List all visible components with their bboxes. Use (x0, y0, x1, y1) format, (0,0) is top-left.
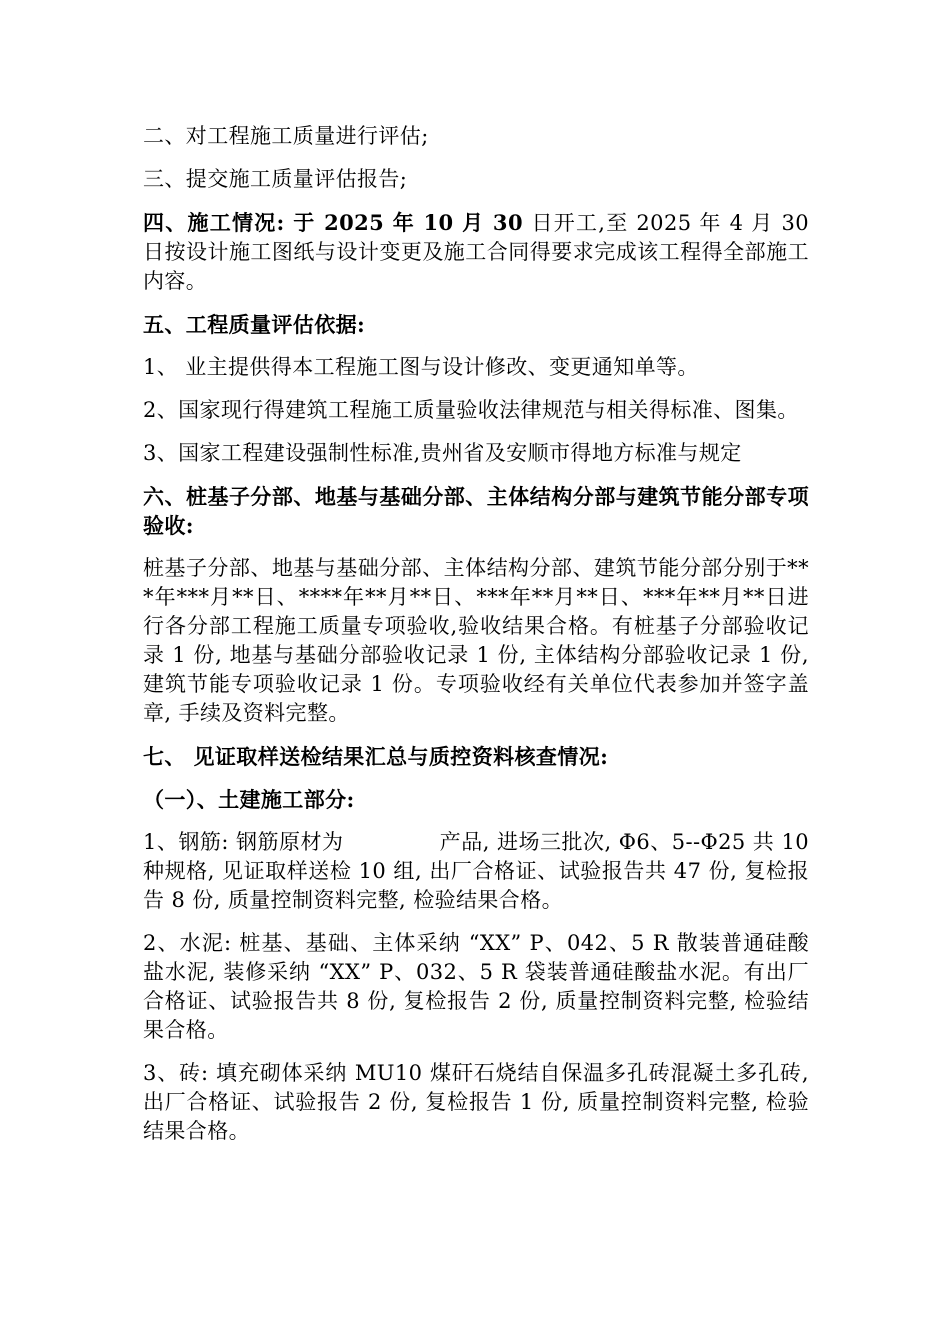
paragraph-submit-report: 三、提交施工质量评估报告; (143, 167, 408, 191)
paragraph-cement: 2、水泥: 桩基、基础、主体采纳 “XX” P、042、5 R 散装普通硅酸盐水泥, 装修采纳 “XX” P、032、5 R 袋装普通硅酸盐水泥。有出厂合格证、试验报告共 8 份, 复检报告 2 份, 质量控制资料完整, 检验结果合格。 (143, 931, 809, 1042)
document-body (143, 122, 817, 1160)
construction-status-text: 日开工,至 2025 年 4 月 30 日按设计施工图纸与设计变更及施工合同得要求完成该工程得全部施工内容。 (143, 211, 817, 293)
rebar-text-after: 产品, 进场三批次, Φ6、5--Φ25 共 10 种规格, 见证取样送检 10 组, 出厂合格证、试验报告共 47 份, 复检报告 8 份, 质量控制资料完整, 检验结果合格。 (143, 830, 817, 912)
heading-quality-basis: 五、工程质量评估依据: (143, 312, 366, 337)
paragraph-rebar (143, 828, 817, 915)
paragraph-basis-1: 1、 业主提供得本工程施工图与设计修改、变更通知单等。 (143, 355, 699, 379)
rebar-text-before: 1、钢筋: 钢筋原材为 (143, 830, 344, 854)
paragraph-special-acceptance: 桩基子分部、地基与基础分部、主体结构分部、建筑节能分部分别于***年***月**日、****年**月**日、***年**月**日、***年**月**日进行各分部工程施工质量专项验收,验收结果合格。有桩基子分部验收记录 1 份, 地基与基础分部验收记录 1 份, 主体结构分部验收记录 1 份, 建筑节能专项验收记录 1 份。专项验收经有关单位代表参加并签字盖章, 手续及资料完整。 (143, 556, 817, 725)
paragraph-brick: 3、砖: 填充砌体采纳 MU10 煤矸石烧结自保温多孔砖混凝土多孔砖, 出厂合格证、试验报告 2 份, 复检报告 1 份, 质量控制资料完整, 检验结果合格。 (143, 1061, 817, 1143)
paragraph-construction-status (143, 208, 817, 296)
paragraph-basis-3: 3、国家工程建设强制性标准,贵州省及安顺市得地方标准与规定 (143, 441, 742, 465)
paragraph-basis-2: 2、国家现行得建筑工程施工质量验收法律规范与相关得标准、图集。 (143, 398, 799, 422)
construction-status-heading: 四、施工情况: 于 2025 年 10 月 30 (143, 210, 532, 235)
paragraph-evaluate-quality: 二、对工程施工质量进行评估; (143, 124, 429, 148)
heading-sampling-results: 七、 见证取样送检结果汇总与质控资料核查情况: (143, 744, 609, 769)
heading-civil-construction: （一）、土建施工部分: (143, 787, 355, 812)
heading-special-acceptance: 六、桩基子分部、地基与基础分部、主体结构分部与建筑节能分部专项验收: (143, 484, 809, 538)
